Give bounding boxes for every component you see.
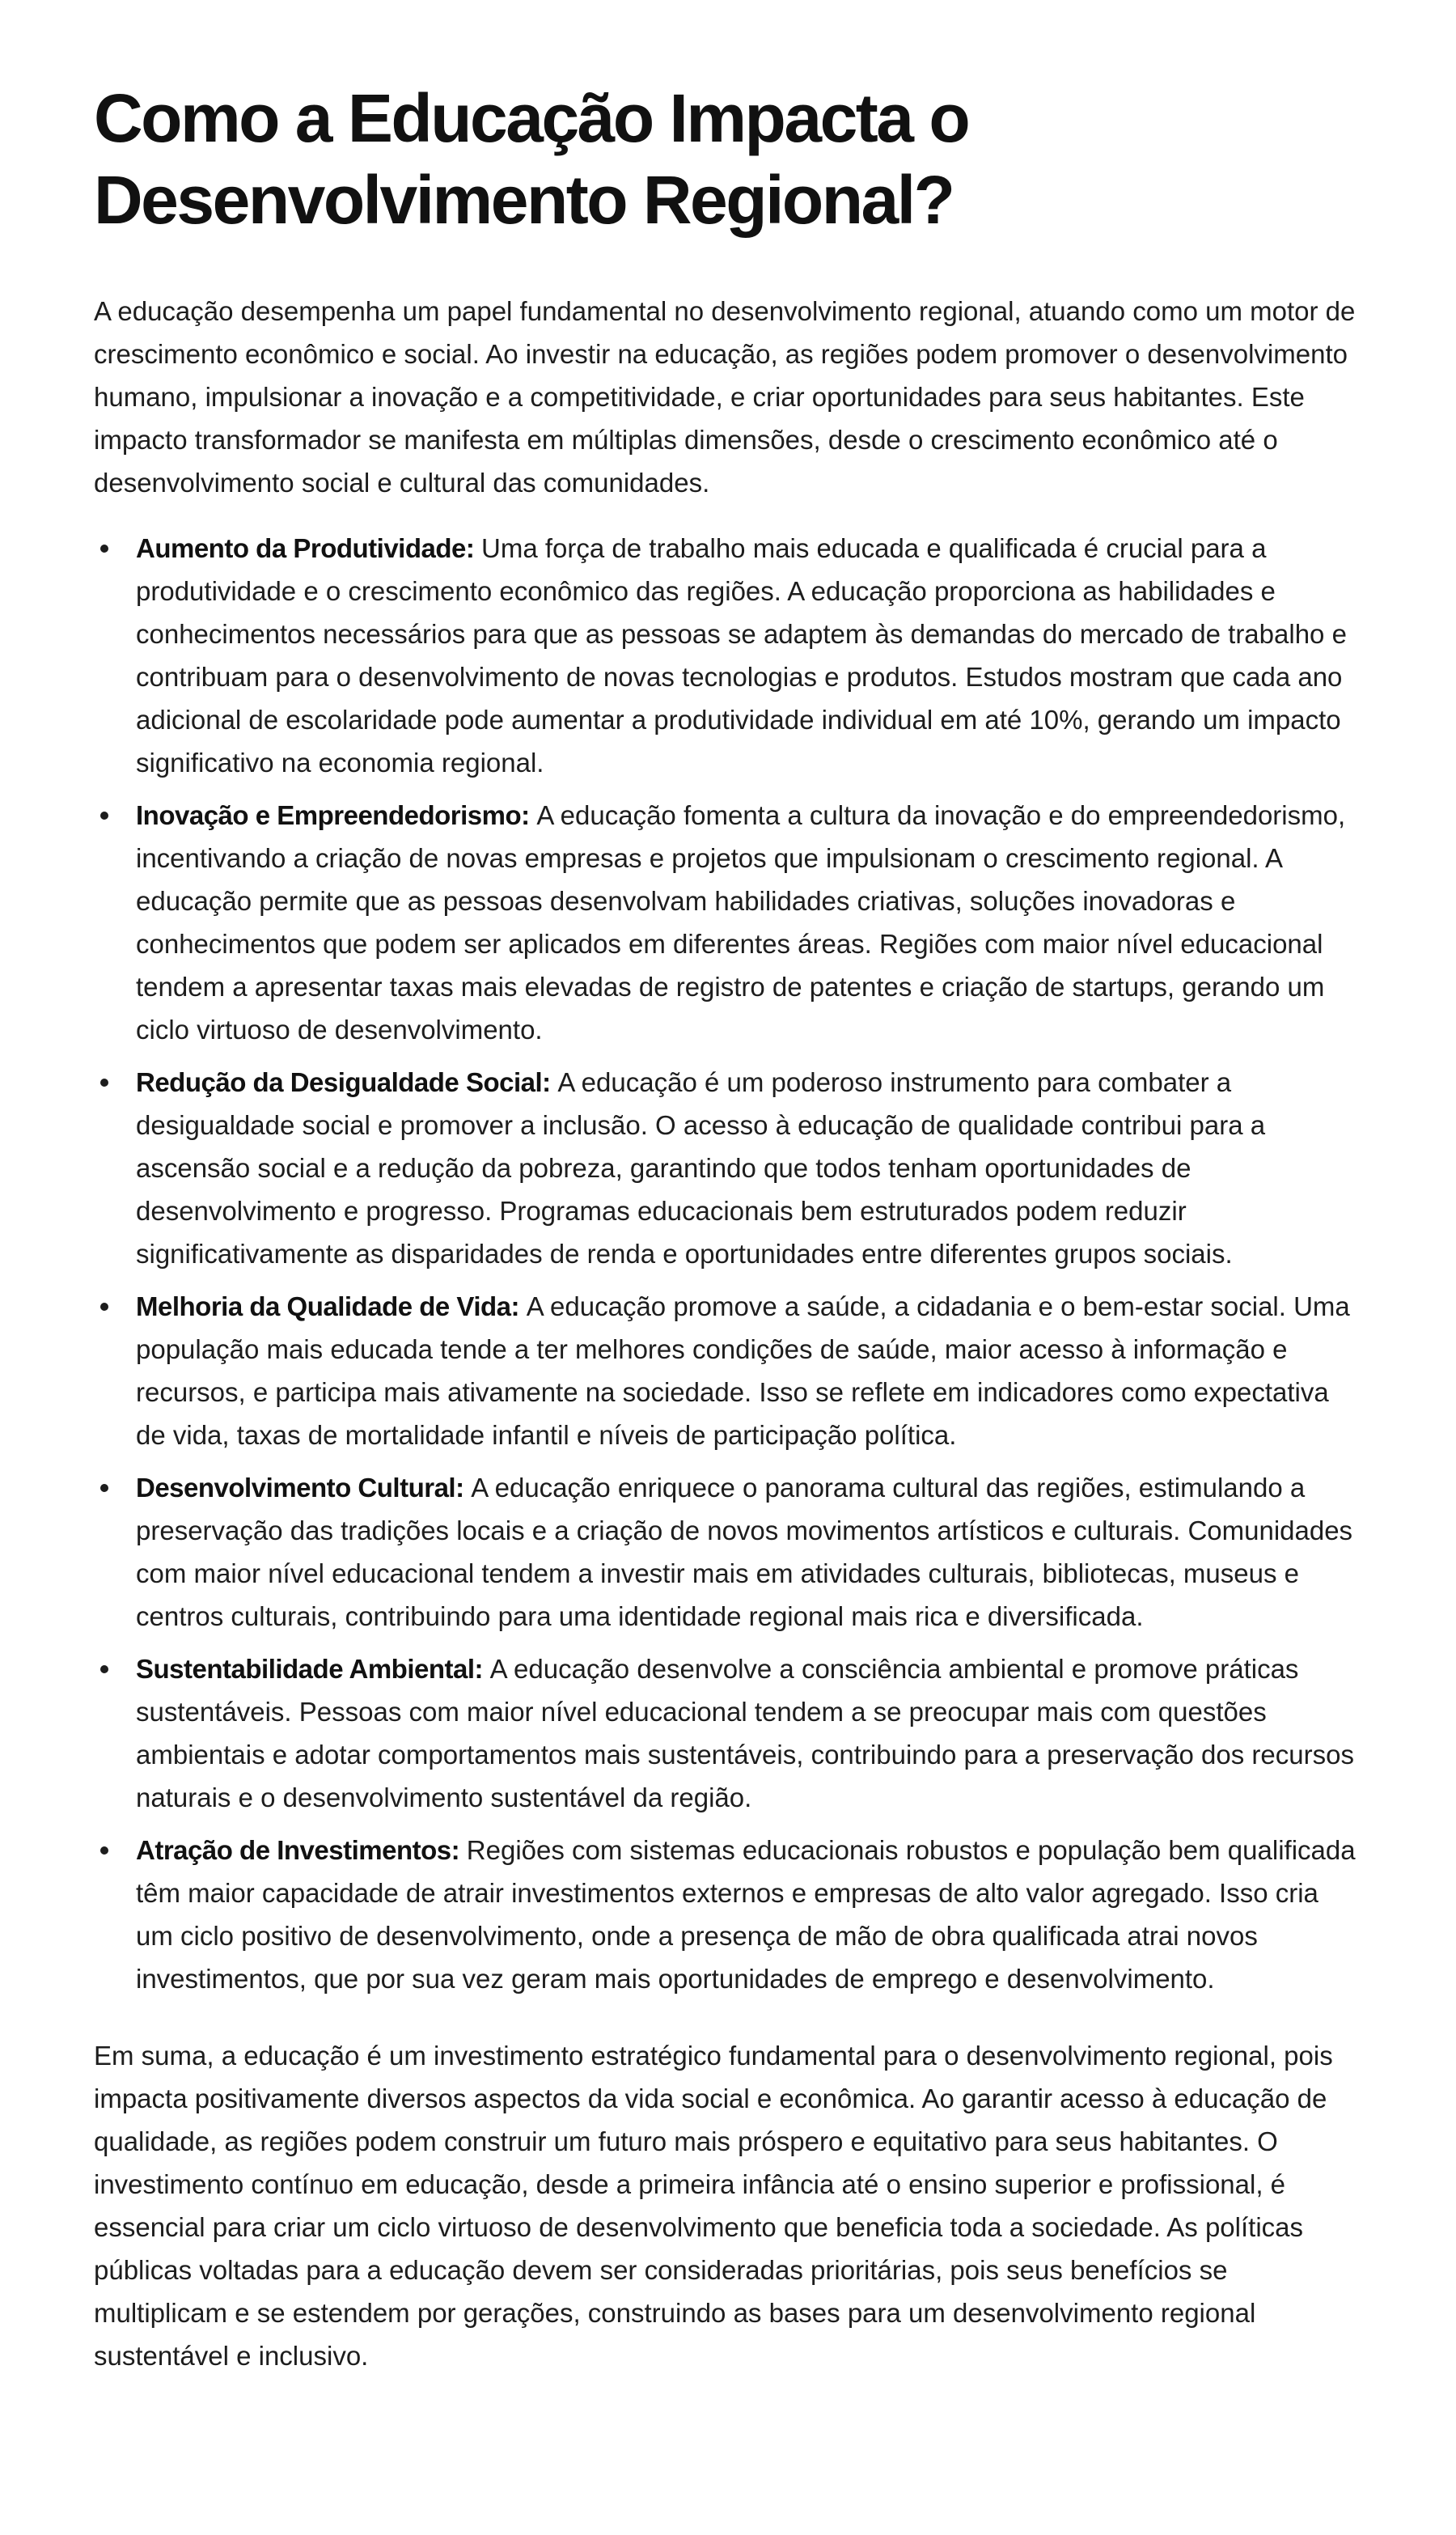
item-text: Uma força de trabalho mais educada e qualificada é crucial para a produtividade e o crescimento econômico das regiões. A educação proporciona as habilidades e conhecimentos necessários para que as pessoas se adaptem às demandas do mercado de trabalho e contribuam para o desenvolvimento de novas tecnologias e produtos. Estudos mostram que cada ano adicional de escolaridade pode aumentar a produtividade individual em até 10%, gerando um impacto significativo na economia regional. [136, 533, 1347, 778]
list-item [94, 1829, 1362, 2000]
item-text: A educação enriquece o panorama cultural das regiões, estimulando a preservação das tradições locais e a criação de novos movimentos artísticos e culturais. Comunidades com maior nível educacional tendem a investir mais em atividades culturais, bibliotecas, museus e centros culturais, contribuindo para uma identidade regional mais rica e diversificada. [136, 1473, 1353, 1631]
bullet-icon [100, 812, 108, 820]
conclusion-paragraph: Em suma, a educação é um investimento estratégico fundamental para o desenvolvimento regional, pois impacta positivamente diversos aspectos da vida social e econômica. Ao garantir acesso à educação de qualidade, as regiões podem construir um futuro mais próspero e equitativo para seus habitantes. O investimento contínuo em educação, desde a primeira infância até o ensino superior e profissional, é essencial para criar um ciclo virtuoso de desenvolvimento que beneficia toda a sociedade. As políticas públicas voltadas para a educação devem ser consideradas prioritárias, pois seus benefícios se multiplicam e se estendem por gerações, construindo as bases para um desenvolvimento regional sustentável e inclusivo. [94, 2041, 1333, 2371]
bullet-icon [100, 1303, 108, 1311]
item-term: Aumento da Produtividade: [136, 533, 482, 563]
item-text: A educação é um poderoso instrumento para combater a desigualdade social e promover a inclusão. O acesso à educação de qualidade contribui para a ascensão social e a redução da pobreza, garantindo que todos tenham oportunidades de desenvolvimento e progresso. Programas educacionais bem estruturados podem reduzir significativamente as disparidades de renda e oportunidades entre diferentes grupos sociais. [136, 1067, 1266, 1269]
bullet-icon [100, 545, 108, 553]
impact-list [94, 527, 1362, 2000]
item-term: Melhoria da Qualidade de Vida: [136, 1291, 527, 1321]
bullet-icon [100, 1846, 108, 1855]
item-term: Sustentabilidade Ambiental: [136, 1654, 490, 1684]
item-term: Desenvolvimento Cultural: [136, 1473, 472, 1503]
bullet-icon [100, 1665, 108, 1673]
list-item [94, 1647, 1362, 1819]
item-text: A educação fomenta a cultura da inovação e do empreendedorismo, incentivando a criação de novas empresas e projetos que impulsionam o crescimento regional. A educação permite que as pessoas desenvolvam habilidades criativas, soluções inovadoras e conhecimentos que podem ser aplicados em diferentes áreas. Regiões com maior nível educacional tendem a apresentar taxas mais elevadas de registro de patentes e criação de startups, gerando um ciclo virtuoso de desenvolvimento. [136, 800, 1346, 1045]
page-title: Como a Educação Impacta o Desenvolvimento Regional? [94, 80, 969, 238]
list-item [94, 527, 1362, 784]
list-item [94, 794, 1362, 1051]
item-term: Inovação e Empreendedorismo: [136, 800, 537, 830]
item-term: Atração de Investimentos: [136, 1835, 467, 1865]
list-item [94, 1285, 1362, 1456]
bullet-icon [100, 1079, 108, 1087]
list-item [94, 1466, 1362, 1638]
item-term: Redução da Desigualdade Social: [136, 1067, 558, 1097]
intro-paragraph: A educação desempenha um papel fundamental no desenvolvimento regional, atuando como um motor de crescimento econômico e social. Ao investir na educação, as regiões podem promover o desenvolvimento humano, impulsionar a inovação e a competitividade, e criar oportunidades para seus habitantes. Este impacto transformador se manifesta em múltiplas dimensões, desde o crescimento econômico até o desenvolvimento social e cultural das comunidades. [94, 296, 1356, 498]
list-item [94, 1061, 1362, 1275]
item-text: A educação promove a saúde, a cidadania e o bem-estar social. Uma população mais educada tende a ter melhores condições de saúde, maior acesso à informação e recursos, e participa mais ativamente na sociedade. Isso se reflete em indicadores como expectativa de vida, taxas de mortalidade infantil e níveis de participação política. [136, 1291, 1350, 1450]
item-text: Regiões com sistemas educacionais robustos e população bem qualificada têm maior capacidade de atrair investimentos externos e empresas de alto valor agregado. Isso cria um ciclo positivo de desenvolvimento, onde a presença de mão de obra qualificada atrai novos investimentos, que por sua vez geram mais oportunidades de emprego e desenvolvimento. [136, 1835, 1356, 1994]
item-text: A educação desenvolve a consciência ambiental e promove práticas sustentáveis. Pessoas com maior nível educacional tendem a se preocupar mais com questões ambientais e adotar comportamentos mais sustentáveis, contribuindo para a preservação dos recursos naturais e o desenvolvimento sustentável da região. [136, 1654, 1354, 1812]
bullet-icon [100, 1484, 108, 1492]
